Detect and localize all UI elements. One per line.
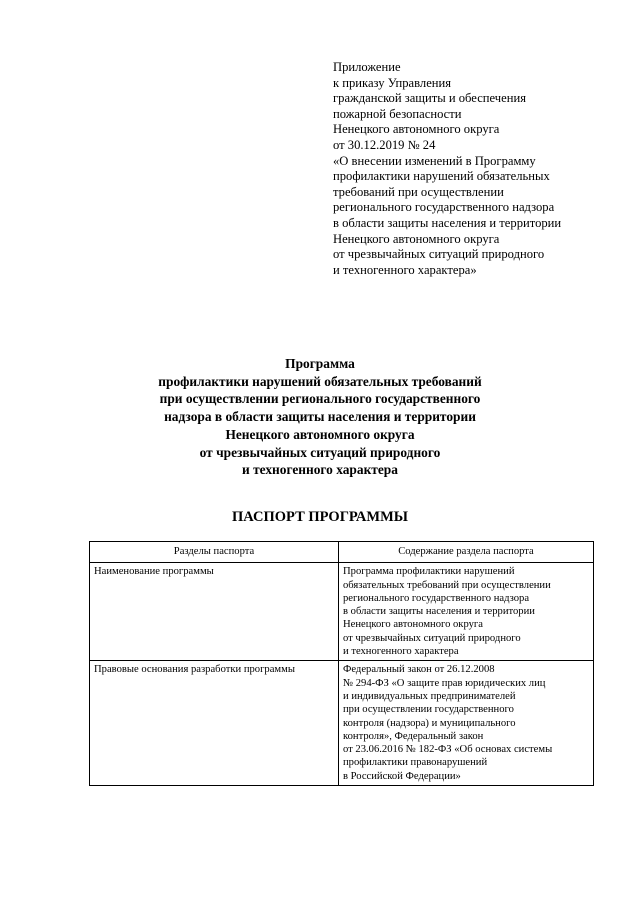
appendix-line: Ненецкого автономного округа (333, 231, 500, 246)
appendix-line: гражданской защиты и обеспечения (333, 91, 526, 106)
program-title-line: надзора в области защиты населения и территории (164, 409, 476, 425)
content-line: Ненецкого автономного округа (343, 619, 483, 631)
content-line: Программа профилактики нарушений (343, 566, 515, 578)
program-title-line: от чрезвычайных ситуаций природного (199, 444, 441, 460)
appendix-line: профилактики нарушений обязательных (333, 169, 550, 184)
appendix-line: и техногенного характера» (333, 262, 477, 277)
appendix-line: от 30.12.2019 № 24 (333, 137, 436, 152)
appendix-line: Приложение (333, 60, 401, 74)
table-row (90, 661, 594, 786)
row-content (339, 563, 594, 661)
appendix-line: Ненецкого автономного округа (333, 122, 500, 137)
content-line: Федеральный закон от 26.12.2008 (343, 664, 495, 676)
appendix-line: требований при осуществлении (333, 184, 504, 199)
content-line: профилактики правонарушений (343, 757, 488, 769)
program-title-line: и техногенного характера (242, 462, 398, 478)
program-title (0, 355, 640, 479)
appendix-line: пожарной безопасности (333, 106, 462, 121)
content-line: и техногенного характера (343, 646, 459, 658)
appendix-block (333, 60, 623, 278)
content-line: контроля», Федеральный закон (343, 730, 484, 742)
row-section-name: Наименование программы (90, 563, 339, 661)
appendix-line: регионального государственного надзора (333, 200, 555, 215)
content-line: от 23.06.2016 № 182-ФЗ «Об основах системы (343, 744, 553, 756)
content-line: № 294-ФЗ «О защите прав юридических лиц (343, 677, 546, 689)
header-sections: Разделы паспорта (90, 542, 339, 563)
row-section-name: Правовые основания разработки программы (90, 661, 339, 786)
program-title-line: при осуществлении регионального государственного (159, 391, 481, 407)
content-line: контроля (надзора) и муниципального (343, 717, 516, 729)
row-content (339, 661, 594, 786)
content-line: в области защиты населения и территории (343, 606, 535, 618)
content-line: от чрезвычайных ситуаций природного (343, 632, 521, 644)
appendix-line: в области защиты населения и территории (333, 215, 562, 230)
passport-title: ПАСПОРТ ПРОГРАММЫ (231, 509, 409, 525)
program-title-line: профилактики нарушений обязательных требований (158, 373, 482, 389)
content-line: регионального государственного надзора (343, 592, 530, 604)
program-title-line: Программа (285, 356, 355, 371)
content-line: при осуществлении государственного (343, 704, 514, 716)
content-line: и индивидуальных предпринимателей (343, 690, 516, 702)
table-header-row (90, 542, 594, 563)
passport-table (89, 541, 594, 786)
appendix-line: «О внесении изменений в Программу (333, 153, 536, 168)
content-line: в Российской Федерации» (343, 770, 461, 782)
content-line: обязательных требований при осуществлении (343, 579, 551, 591)
table-row (90, 563, 594, 661)
header-content: Содержание раздела паспорта (339, 542, 594, 563)
appendix-line: к приказу Управления (333, 75, 452, 90)
program-title-line: Ненецкого автономного округа (225, 426, 415, 442)
appendix-line: от чрезвычайных ситуаций природного (333, 247, 545, 262)
